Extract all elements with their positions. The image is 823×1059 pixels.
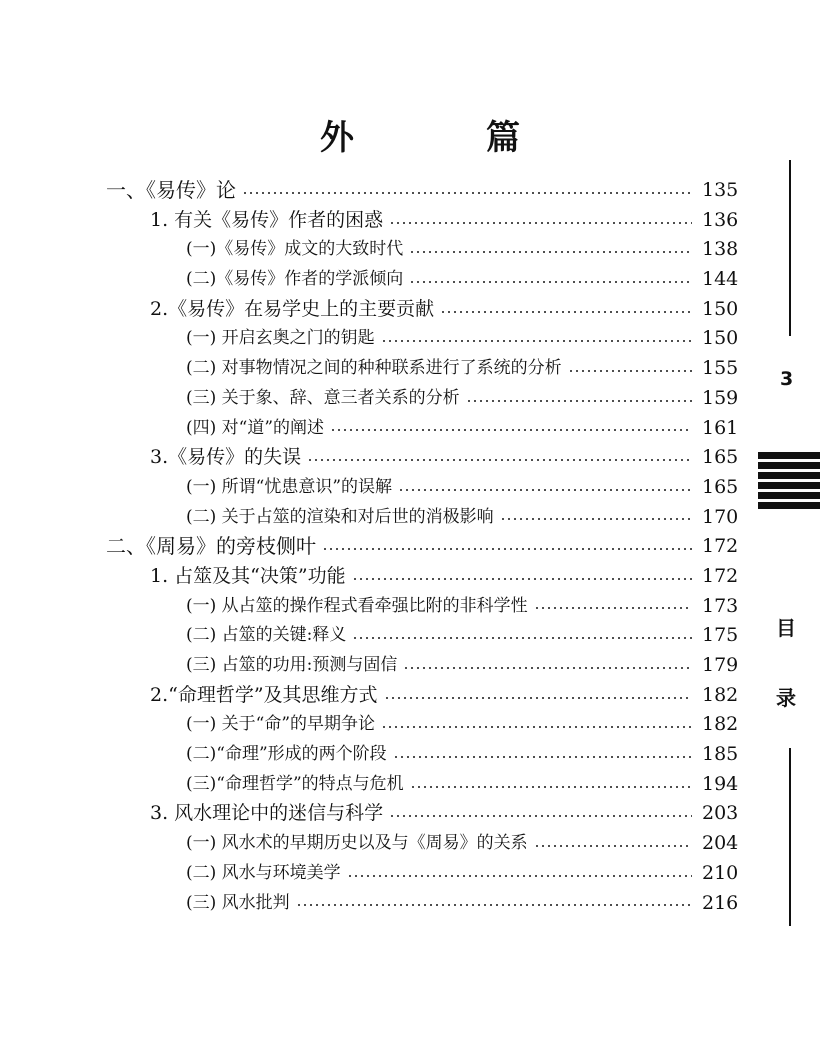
hexagram-icon <box>758 452 820 512</box>
toc-entry-title: (二) 占筮的关键:释义 <box>186 625 347 646</box>
toc-entry-title: (二)《易传》作者的学派倾向 <box>186 269 404 290</box>
toc-entry-page: 144 <box>702 268 739 291</box>
toc-entry <box>0 889 740 919</box>
toc-entry <box>0 532 740 562</box>
toc-entry-page: 155 <box>702 357 739 380</box>
toc-entry-title: 一、《易传》论 <box>106 178 236 202</box>
toc-entry <box>0 414 740 444</box>
toc-entry <box>0 829 740 859</box>
dot-leader <box>381 726 692 728</box>
toc-entry-title: 二、《周易》的旁枝侧叶 <box>106 534 316 559</box>
toc-entry <box>0 651 740 681</box>
toc-entry-page: 170 <box>702 505 739 528</box>
toc-entry <box>0 324 740 354</box>
dot-leader <box>410 786 692 788</box>
dot-leader <box>398 489 692 491</box>
sidebar-char-lu: 录 <box>776 686 796 710</box>
toc-entry-page: 182 <box>702 713 739 736</box>
section-title <box>320 112 520 156</box>
toc-entry <box>0 354 740 384</box>
toc-entry-title: (三) 占筮的功用:预测与固信 <box>186 655 398 675</box>
toc-entry <box>0 265 740 295</box>
toc-entry-page: 173 <box>702 594 739 617</box>
dot-leader <box>389 815 692 817</box>
toc-entry <box>0 562 740 592</box>
toc-entry-title: (一) 所谓“忧患意识”的误解 <box>186 476 393 497</box>
toc-entry-page: 150 <box>702 297 739 320</box>
toc-entry <box>0 176 740 206</box>
toc-entry-title: (三)“命理哲学”的特点与危机 <box>186 773 404 794</box>
title-char-2: 篇 <box>486 117 520 158</box>
toc-entry-page: 185 <box>702 743 739 766</box>
toc-entry-title: 3. 风水理论中的迷信与科学 <box>150 802 384 825</box>
dot-leader <box>322 548 692 550</box>
toc-entry-page: 172 <box>702 564 739 587</box>
dot-leader <box>466 400 692 402</box>
toc-entry <box>0 206 740 236</box>
toc-entry-title: 2.《易传》在易学史上的主要贡献 <box>150 297 435 320</box>
toc-entry <box>0 443 740 473</box>
toc-entry-page: 216 <box>702 891 739 914</box>
dot-leader <box>381 340 692 342</box>
toc-entry <box>0 710 740 740</box>
toc-entry-page: 179 <box>702 654 739 676</box>
table-of-contents <box>0 176 740 918</box>
toc-entry-page: 165 <box>702 446 739 469</box>
toc-entry-page: 203 <box>702 802 739 825</box>
toc-entry <box>0 235 740 265</box>
toc-entry-title: (三) 风水批判 <box>186 892 290 913</box>
sidebar-rule-top <box>789 160 791 336</box>
toc-entry-title: (一) 从占筮的操作程式看牵强比附的非科学性 <box>186 595 528 616</box>
dot-leader <box>352 637 692 639</box>
sidebar-page-number: 3 <box>780 368 794 390</box>
dot-leader <box>352 578 692 580</box>
dot-leader <box>568 370 692 372</box>
toc-entry-page: 175 <box>702 624 739 647</box>
dot-leader <box>440 311 692 313</box>
toc-entry-title: (二) 关于占筮的渲染和对后世的消极影响 <box>186 506 494 527</box>
toc-entry-title: 1. 有关《易传》作者的困惑 <box>150 208 384 231</box>
dot-leader <box>534 845 692 847</box>
toc-entry <box>0 799 740 829</box>
toc-entry-title: (一) 关于“命”的早期争论 <box>186 714 376 735</box>
toc-entry <box>0 859 740 889</box>
toc-entry-title: 1. 占筮及其“决策”功能 <box>150 564 346 587</box>
toc-entry-title: (二) 对事物情况之间的种种联系进行了系统的分析 <box>186 358 562 379</box>
toc-entry <box>0 740 740 770</box>
title-char-1: 外 <box>320 117 354 158</box>
sidebar-char-mu: 目 <box>776 616 796 640</box>
toc-entry <box>0 681 740 711</box>
toc-entry <box>0 770 740 800</box>
toc-entry <box>0 503 740 533</box>
toc-entry-page: 138 <box>702 238 739 261</box>
dot-leader <box>389 222 692 224</box>
toc-entry-title: (二) 风水与环境美学 <box>186 862 341 883</box>
dot-leader <box>403 667 692 669</box>
dot-leader <box>330 429 692 431</box>
toc-entry-page: 204 <box>702 832 739 855</box>
toc-entry-page: 150 <box>702 327 739 350</box>
dot-leader <box>500 518 692 520</box>
toc-entry-title: (三) 关于象、辞、意三者关系的分析 <box>186 387 460 408</box>
toc-entry <box>0 384 740 414</box>
toc-entry <box>0 621 740 651</box>
dot-leader <box>534 607 692 609</box>
sidebar-rule-bottom <box>789 748 791 926</box>
dot-leader <box>307 459 692 461</box>
dot-leader <box>384 697 692 699</box>
toc-entry-page: 161 <box>702 416 739 439</box>
toc-entry-page: 159 <box>702 386 739 409</box>
toc-entry-page: 182 <box>702 683 739 706</box>
toc-entry-page: 165 <box>702 475 739 498</box>
toc-entry-title: (二)“命理”形成的两个阶段 <box>186 744 387 765</box>
toc-entry-page: 172 <box>702 535 739 558</box>
toc-entry-page: 136 <box>702 208 739 231</box>
toc-entry-page: 210 <box>702 861 739 884</box>
toc-entry-title: 2.“命理哲学”及其思维方式 <box>150 683 378 706</box>
dot-leader <box>347 875 692 877</box>
toc-entry <box>0 473 740 503</box>
toc-entry-title: (一) 风水术的早期历史以及与《周易》的关系 <box>186 833 528 854</box>
toc-entry-page: 135 <box>702 179 739 201</box>
toc-entry-title: (四) 对“道”的阐述 <box>186 417 325 438</box>
dot-leader <box>296 904 692 906</box>
toc-entry-page: 194 <box>702 772 739 795</box>
toc-entry-title: 3.《易传》的失误 <box>150 446 302 469</box>
toc-entry <box>0 592 740 622</box>
toc-entry-title: (一)《易传》成文的大致时代 <box>186 239 404 260</box>
toc-entry-title: (一) 开启玄奥之门的钥匙 <box>186 328 375 349</box>
toc-entry <box>0 295 740 325</box>
dot-leader <box>409 281 692 283</box>
dot-leader <box>242 192 692 194</box>
dot-leader <box>393 756 692 758</box>
dot-leader <box>409 251 692 253</box>
